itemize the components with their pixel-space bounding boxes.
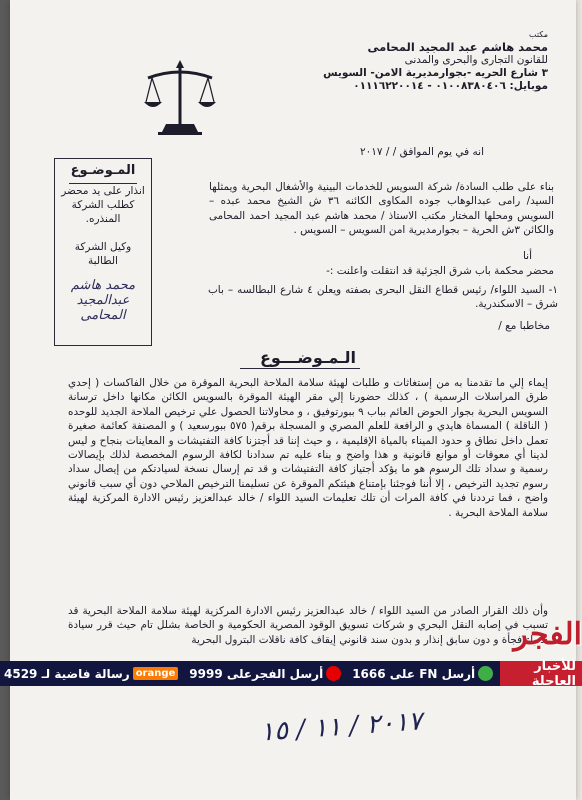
ticker-item-orange [0, 667, 185, 681]
play-icon [478, 666, 493, 681]
body-paragraph-1: إيماء إلي ما تقدمنا به من إستغاثات و طلبات لهيئة سلامة الملاحة البحرية الموقرة من خلال الفاكسات ( إحدي طرق المراسلات الرسمية ) ، كذلك حضورنا إلي مقر الهيئة الموقرة بالسويس الكائن مكانها داخل ترسانة السويس البحرية بجوار الحوض العائم بباب ٩ ببورتوفيق ، و محاولاتنا الحصول علي ترخيص الملاحة الجديد للوحده ( الناقلة ) المسماة هايدي و الرافعة للعلم المصري و المسجلة برقم( ٥٧٥ ببورسعيد ) و المصنفة كعائمة صغيرة تعمل داخل نطاق و حدود الميناء بالمياة الإقليمية ، و حيث إننا قد أجتزنا كافة التفتيشات و المعاينات بنجاح و ليس لدينا أي معوقات أو موانع قانونية و هذا واضح و بناء عليه تم سدادنا لكافة الرسوم المخصصة لذلك بإيصالات رسمية و سداد تلك الرسوم هو ما يؤكد أجتياز كافة التفتيشات و قد تم إرسال نسخة لسيادتكم من إيصال سداد رسوم تجديد الترخيص ، إلا أننا فوجئنا بإمتناع هيئتكم الموقرة عن تسليمنا الترخيص الملاحي دون أي سبب قانوني واضح ، فما ترددنا في كافة المرات أن تلك تعليمات السيد اللواء / خالد عبدالعزيز رئيس الادارة المركزية لهيئة سلامة الملاحة البحرية . [68, 377, 549, 519]
side-title-underline [69, 183, 137, 184]
specialty: للقانون التجارى والبحرى والمدنى [404, 54, 548, 66]
main-subject-title: الـمـوضـــوع [259, 348, 356, 367]
body-paragraph-2: وأن ذلك القرار الصادر من السيد اللواء / خالد عبدالعزيز رئيس الادارة المركزية لهيئة سلامة الملاحة البحرية قد تسبب في إصابه النقل البحري و شركات تسويق الوقود المصرية الحكومية و الخاصة بشلل تام حيث قرر سيادة اللواء فجأة و دون سابق إنذار و بدون سند قانوني إيقاف كافة ناقلات البترول البحرية [68, 605, 548, 646]
letterhead [278, 28, 548, 93]
office-label: مكتب [529, 30, 548, 39]
alfagr-logo: الفجر [513, 617, 582, 652]
side-box-body: انذار على يد محضر كطلب الشركة المنذره. [61, 185, 145, 225]
addressee: ١- السيد اللواء/ رئيس قطاع النقل البحرى بصفته ويعلن ٤ شارع البطالسه – باب شرق – الاسكندرية. [208, 284, 558, 311]
vodafone-icon [326, 666, 341, 681]
court-line: محضر محكمة باب شرق الجزئية قد انتقلت واعلنت :- [326, 265, 554, 277]
news-ticker [0, 658, 582, 689]
side-box-title: المـوضـوع [70, 163, 136, 178]
ticker-item-orange-text: رسالة فاضية لـ 4529 [4, 666, 130, 681]
office-mobile: موبايل: ٠١٠٠٨٣٨٠٤٠٦ - ٠١١١٦٢٢٠٠١٤ [353, 80, 548, 92]
ana-label: أنا [522, 250, 532, 262]
handwritten-date: ٢٠١٧ / ١١ / ١٥ [259, 706, 424, 748]
ticker-item-fn [348, 666, 500, 681]
ticker-item-fn-text: أرسل FN على 1666 [352, 666, 476, 681]
intro-paragraph: بناء على طلب السادة/ شركة السويس للخدمات البينية والأشغال البحرية ويمثلها السيد/ رامى عبدالوهاب جوده المكاوى الكائنه ٣٦ ش الشيخ محمد عبده – السويس ومحلها المختار مكتب الاستاذ / محمد هاشم عبد المجيد احمد المحامى والكائن ٣ش الحرية – بجوارمديرية امن السويس – السويس . [209, 181, 554, 237]
ticker-item-alfagr [185, 666, 348, 681]
lawyer-name: محمد هاشم عبد المجيد المحامى [367, 40, 548, 54]
orange-badge: orange [133, 667, 179, 680]
ticker-label: للأخبار العاجلة [500, 661, 582, 686]
main-title-underline [240, 368, 360, 369]
subject-side-box [54, 158, 152, 346]
side-box-agent: وكيل الشركة الطالبة [74, 241, 132, 267]
side-box-signature: محمد هاشم عبدالمجيد المحامى [70, 278, 136, 323]
office-address: ٣ شارع الحريه -بجوارمديرية الامن- السويس [323, 67, 548, 79]
addressed-with: مخاطبا مع / [498, 320, 550, 332]
justice-scales-icon [142, 58, 218, 136]
ticker-item-alfagr-text: أرسل الفجرعلى 9999 [189, 666, 324, 681]
date-line: انه في يوم الموافق / / ٢٠١٧ [359, 146, 484, 158]
